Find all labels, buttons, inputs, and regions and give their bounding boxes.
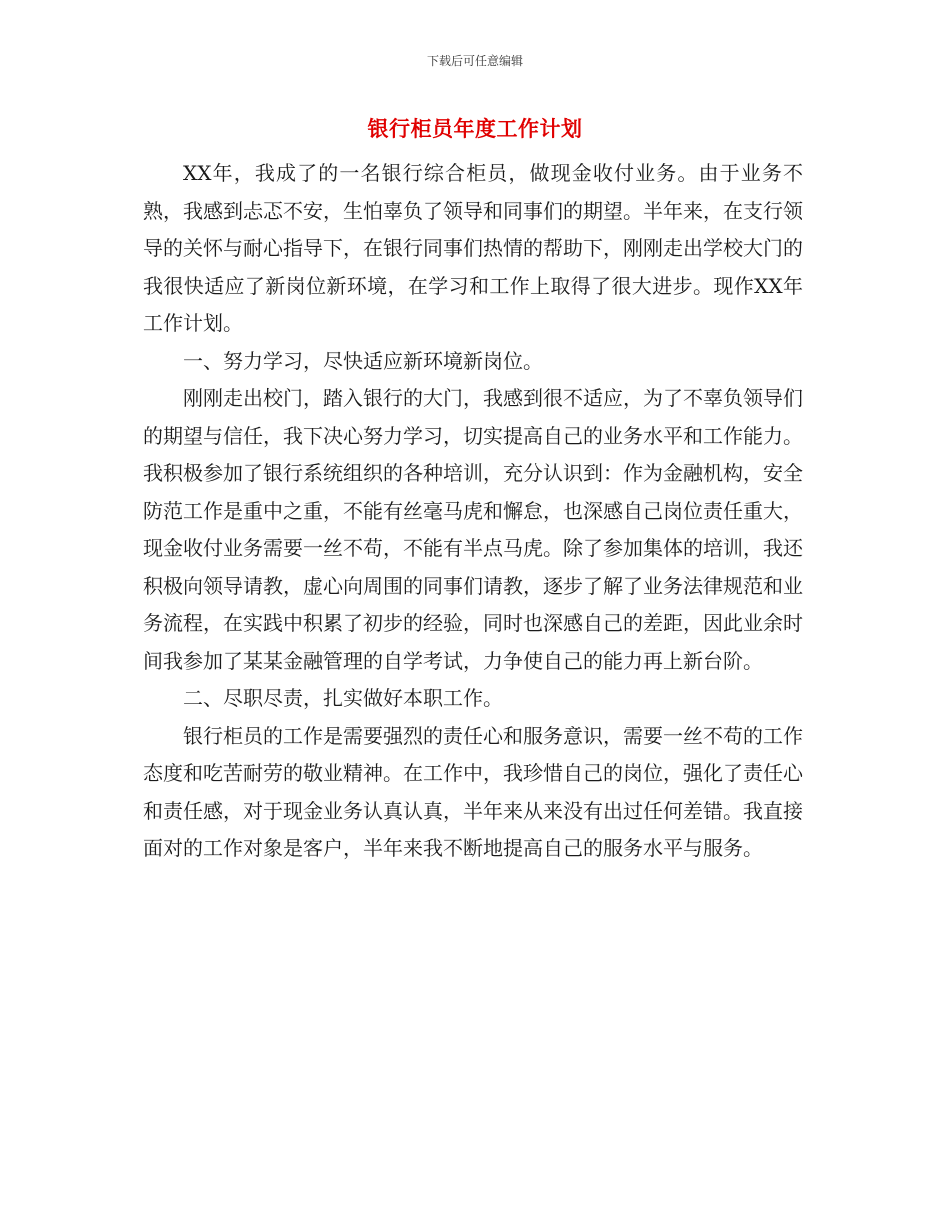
document-body — [143, 155, 803, 868]
section-heading-1: 一、努力学习，尽快适应新环境新岗位。 — [183, 348, 543, 373]
paragraph-intro: XX年，我成了的一名银行综合柜员，做现金收付业务。由于业务不熟，我感到忐忑不安，生怕辜负了领导和同事们的期望。半年来，在支行领导的关怀与耐心指导下，在银行同事们热情的帮助下，刚刚走出学校大门的我很快适应了新岗位新环境，在学习和工作上取得了很大进步。现作XX年工作计划。 — [143, 161, 803, 335]
header-note: 下载后可任意编辑 — [426, 54, 523, 68]
paragraph-section-2: 银行柜员的工作是需要强烈的责任心和服务意识，需要一丝不苟的工作态度和吃苦耐劳的敬业精神。在工作中，我珍惜自己的岗位，强化了责任心和责任感，对于现金业务认真认真，半年来从来没有出过任何差错。我直接面对的工作对象是客户，半年来我不断地提高自己的服务水平与服务。 — [143, 723, 803, 860]
paragraph-section-1: 刚刚走出校门，踏入银行的大门，我感到很不适应，为了不辜负领导们的期望与信任，我下决心努力学习，切实提高自己的业务水平和工作能力。我积极参加了银行系统组织的各种培训，充分认识到：作为金融机构，安全防范工作是重中之重，不能有丝毫马虎和懈怠，也深感自己岗位责任重大，现金收付业务需要一丝不苟，不能有半点马虎。除了参加集体的培训，我还积极向领导请教，虚心向周围的同事们请教，逐步了解了业务法律规范和业务流程，在实践中积累了初步的经验，同时也深感自己的差距，因此业余时间我参加了某某金融管理的自学考试，力争使自己的能力再上新台阶。 — [143, 386, 803, 673]
document-title: 银行柜员年度工作计划 — [367, 117, 583, 141]
section-heading-2: 二、尽职尽责，扎实做好本职工作。 — [183, 686, 503, 710]
